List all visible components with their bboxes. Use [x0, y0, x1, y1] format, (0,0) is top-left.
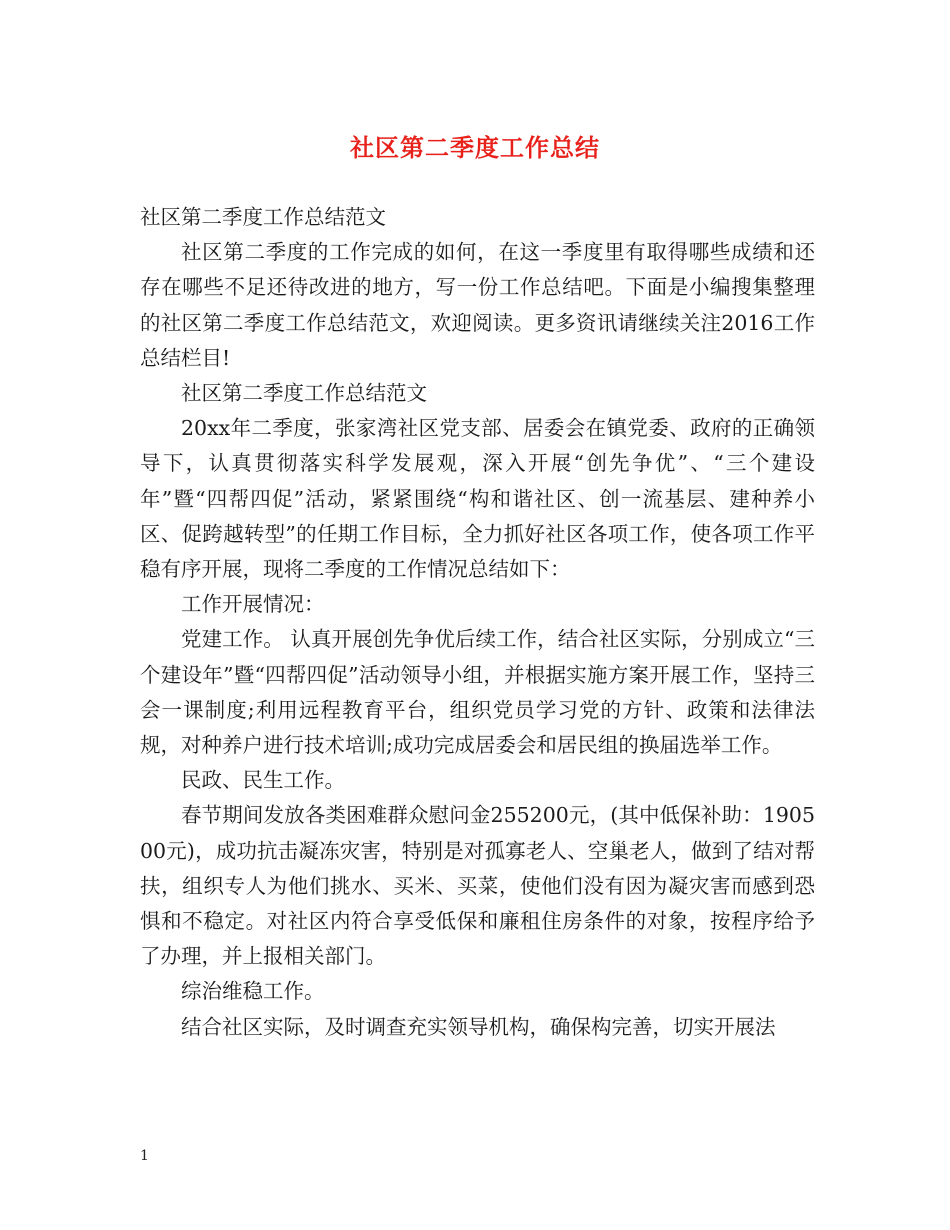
- document-body: [140, 200, 815, 1045]
- paragraph-heading-civil: 民政、民生工作。: [181, 768, 345, 793]
- paragraph-overview: 20xx年二季度，张家湾社区党支部、居委会在镇党委、政府的正确领导下，认真贯彻落实科学发展观，深入开展“创先争优”、“三个建设年”暨“四帮四促”活动，紧紧围绕“构和谐社区、创一流基层、建种养小区、促跨越转型”的任期工作目标，全力抓好社区各项工作，使各项工作平稳有序开展，现将二季度的工作情况总结如下：: [140, 416, 815, 582]
- paragraph-heading-work: 工作开展情况：: [181, 592, 325, 617]
- paragraph-heading-sample: 社区第二季度工作总结范文: [181, 381, 427, 406]
- document-subtitle: 社区第二季度工作总结范文: [140, 205, 386, 229]
- paragraph-civil-affairs: 春节期间发放各类困难群众慰问金255200元，(其中低保补助：190500元)，成功抗击凝冻灾害，特别是对孤寡老人、空巢老人，做到了结对帮扶，组织专人为他们挑水、买米、买菜，使他们没有因为凝灾害而感到恐惧和不稳定。对社区内符合享受低保和廉租住房条件的对象，按程序给予了办理，并上报相关部门。: [140, 803, 815, 969]
- paragraph-party-building: 党建工作。 认真开展创先争优后续工作，结合社区实际，分别成立“三个建设年”暨“四帮四促”活动领导小组，并根据实施方案开展工作，坚持三会一课制度;利用远程教育平台，组织党员学习党的方针、政策和法律法规，对种养户进行技术培训;成功完成居委会和居民组的换届选举工作。: [140, 627, 815, 758]
- paragraph-heading-stability: 综治维稳工作。: [181, 979, 325, 1004]
- paragraph-intro: 社区第二季度的工作完成的如何，在这一季度里有取得哪些成绩和还存在哪些不足还待改进的地方，写一份工作总结吧。下面是小编搜集整理的社区第二季度工作总结范文，欢迎阅读。更多资讯请继续关注2016工作总结栏目!: [140, 240, 815, 370]
- document-title: 社区第二季度工作总结: [350, 133, 600, 162]
- page-number: 1: [140, 1148, 149, 1164]
- paragraph-stability: 结合社区实际，及时调查充实领导机构，确保构完善，切实开展法: [181, 1014, 776, 1039]
